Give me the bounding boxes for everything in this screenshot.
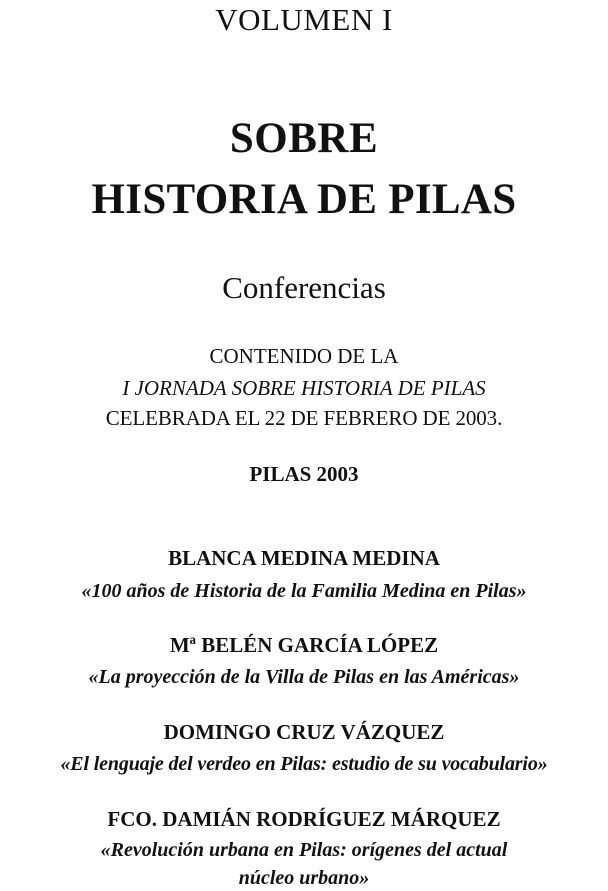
contribution-title-1: «100 años de Historia de la Familia Medina en Pilas» [81,580,527,602]
intro-line-1: CONTENIDO DE LA [209,344,399,368]
main-title-line-2: HISTORIA DE PILAS [91,176,517,223]
contribution-title-4-line-2: núcleo urbano» [238,867,370,889]
intro-line-2: I JORNADA SOBRE HISTORIA DE PILAS [122,376,486,400]
place-year: PILAS 2003 [249,462,359,486]
contribution-author-2: Mª BELÉN GARCÍA LÓPEZ [169,633,439,657]
contribution-author-3: DOMINGO CRUZ VÁZQUEZ [163,720,445,744]
contribution-title-4-line-1: «Revolución urbana en Pilas: orígenes del actual [100,839,508,861]
contribution-author-4: FCO. DAMIÁN RODRÍGUEZ MÁRQUEZ [107,807,501,831]
contribution-author-1: BLANCA MEDINA MEDINA [168,546,440,570]
contribution-title-3: «El lenguaje del verdeo en Pilas: estudio de su vocabulario» [60,753,548,775]
volume-label: VOLUMEN I [215,2,393,37]
contribution-title-2: «La proyección de la Villa de Pilas en las Américas» [88,666,520,688]
main-title-line-1: SOBRE [229,115,379,162]
intro-line-3: CELEBRADA EL 22 DE FEBRERO DE 2003. [105,406,503,430]
subtitle: Conferencias [222,270,386,305]
